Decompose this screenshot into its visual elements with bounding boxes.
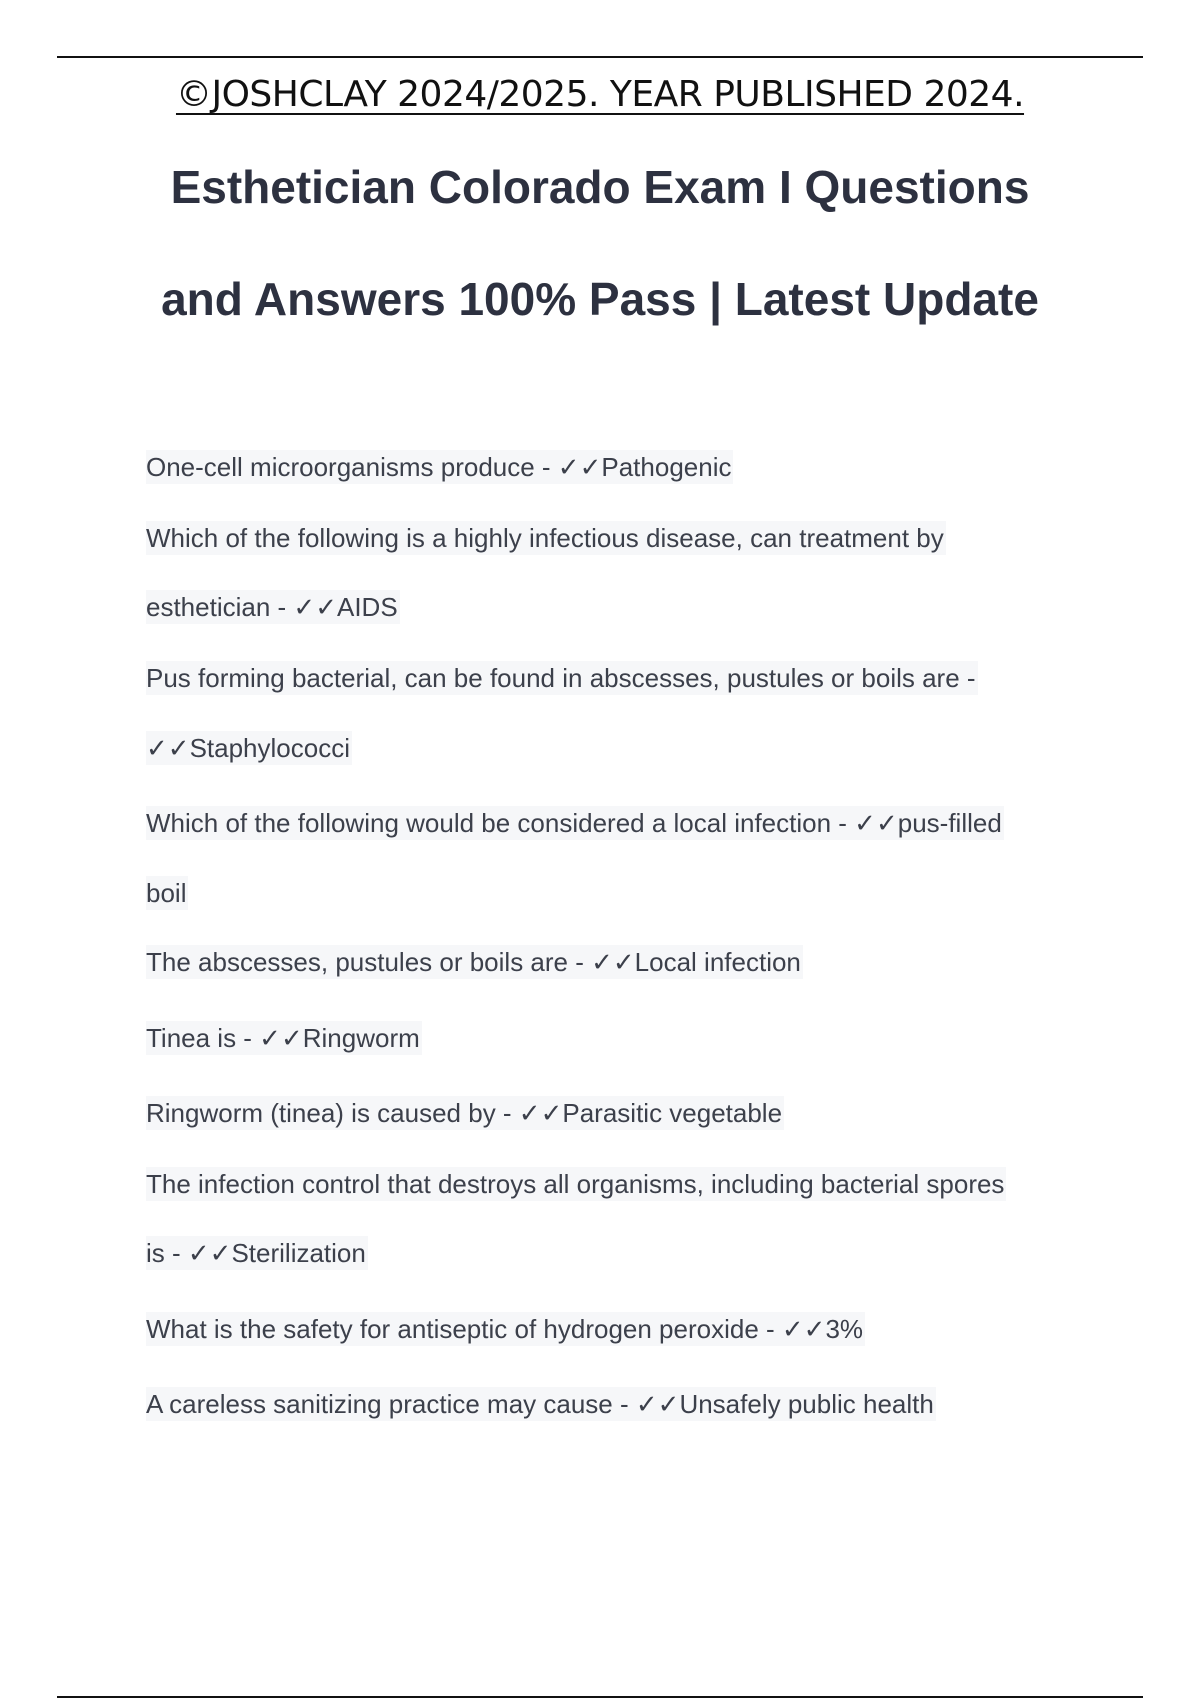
copyright-header [0, 74, 1200, 115]
document-title-line-2: and Answers 100% Pass | Latest Update [161, 273, 1039, 325]
qa-line: Ringworm (tinea) is caused by - ✓✓Parasitic vegetable [146, 1098, 783, 1128]
qa-line: What is the safety for antiseptic of hydrogen peroxide - ✓✓3% [146, 1314, 864, 1344]
qa-line: ✓✓Staphylococci [146, 733, 350, 763]
bottom-rule [57, 1696, 1143, 1698]
top-rule [57, 56, 1143, 58]
document-title-line-1: Esthetician Colorado Exam I Questions [170, 161, 1030, 213]
qa-line: boil [146, 878, 187, 908]
qa-line: The abscesses, pustules or boils are - ✓✓Local infection [146, 947, 801, 977]
qa-line: is - ✓✓Sterilization [146, 1238, 366, 1268]
qa-line: esthetician - ✓✓AIDS [146, 592, 398, 622]
copyright-text: ©JOSHCLAY 2024/2025. YEAR PUBLISHED 2024. [175, 74, 1025, 115]
qa-line: A careless sanitizing practice may cause - ✓✓Unsafely public health [146, 1389, 934, 1419]
qa-line: Pus forming bacterial, can be found in abscesses, pustules or boils are - [146, 663, 976, 693]
qa-line: One-cell microorganisms produce - ✓✓Pathogenic [146, 452, 732, 482]
qa-line: Which of the following is a highly infectious disease, can treatment by [146, 523, 944, 553]
qa-line: The infection control that destroys all organisms, including bacterial spores [146, 1169, 1005, 1199]
qa-line: Which of the following would be considered a local infection - ✓✓pus-filled [146, 808, 1002, 838]
qa-line: Tinea is - ✓✓Ringworm [146, 1023, 420, 1053]
